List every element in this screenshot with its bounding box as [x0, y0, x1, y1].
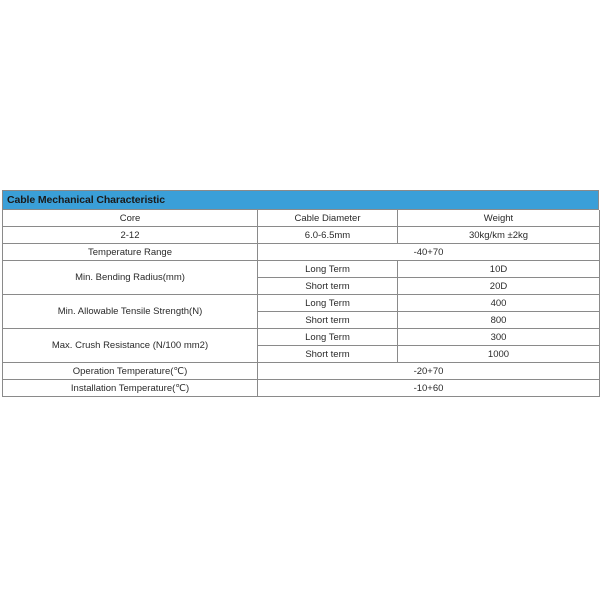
crush-short-label: Short term	[258, 346, 398, 363]
crush-resistance-label: Max. Crush Resistance (N/100 mm2)	[3, 329, 258, 363]
bending-radius-label: Min. Bending Radius(mm)	[3, 261, 258, 295]
tensile-short-label: Short term	[258, 312, 398, 329]
header-core: Core	[3, 210, 258, 227]
crush-long-value: 300	[398, 329, 600, 346]
header-diameter: Cable Diameter	[258, 210, 398, 227]
bending-short-label: Short term	[258, 278, 398, 295]
installation-temperature-label: Installation Temperature(℃)	[3, 380, 258, 397]
temperature-range-label: Temperature Range	[3, 244, 258, 261]
core-value: 2-12	[3, 227, 258, 244]
temperature-range-value: -40+70	[258, 244, 600, 261]
bending-long-value: 10D	[398, 261, 600, 278]
bending-radius-row	[3, 261, 600, 278]
bending-long-label: Long Term	[258, 261, 398, 278]
tensile-long-label: Long Term	[258, 295, 398, 312]
header-weight: Weight	[398, 210, 600, 227]
header-row	[3, 210, 600, 227]
temperature-range-row	[3, 244, 600, 261]
table-title: Cable Mechanical Characteristic	[2, 190, 599, 210]
spec-table-container	[2, 190, 599, 397]
spec-table	[2, 210, 600, 397]
tensile-long-value: 400	[398, 295, 600, 312]
diameter-value: 6.0-6.5mm	[258, 227, 398, 244]
crush-short-value: 1000	[398, 346, 600, 363]
installation-temperature-row	[3, 380, 600, 397]
tensile-strength-row	[3, 295, 600, 312]
installation-temperature-value: -10+60	[258, 380, 600, 397]
operation-temperature-label: Operation Temperature(℃)	[3, 363, 258, 380]
operation-temperature-value: -20+70	[258, 363, 600, 380]
crush-long-label: Long Term	[258, 329, 398, 346]
weight-value: 30kg/km ±2kg	[398, 227, 600, 244]
crush-resistance-row	[3, 329, 600, 346]
operation-temperature-row	[3, 363, 600, 380]
bending-short-value: 20D	[398, 278, 600, 295]
tensile-short-value: 800	[398, 312, 600, 329]
core-row	[3, 227, 600, 244]
tensile-strength-label: Min. Allowable Tensile Strength(N)	[3, 295, 258, 329]
